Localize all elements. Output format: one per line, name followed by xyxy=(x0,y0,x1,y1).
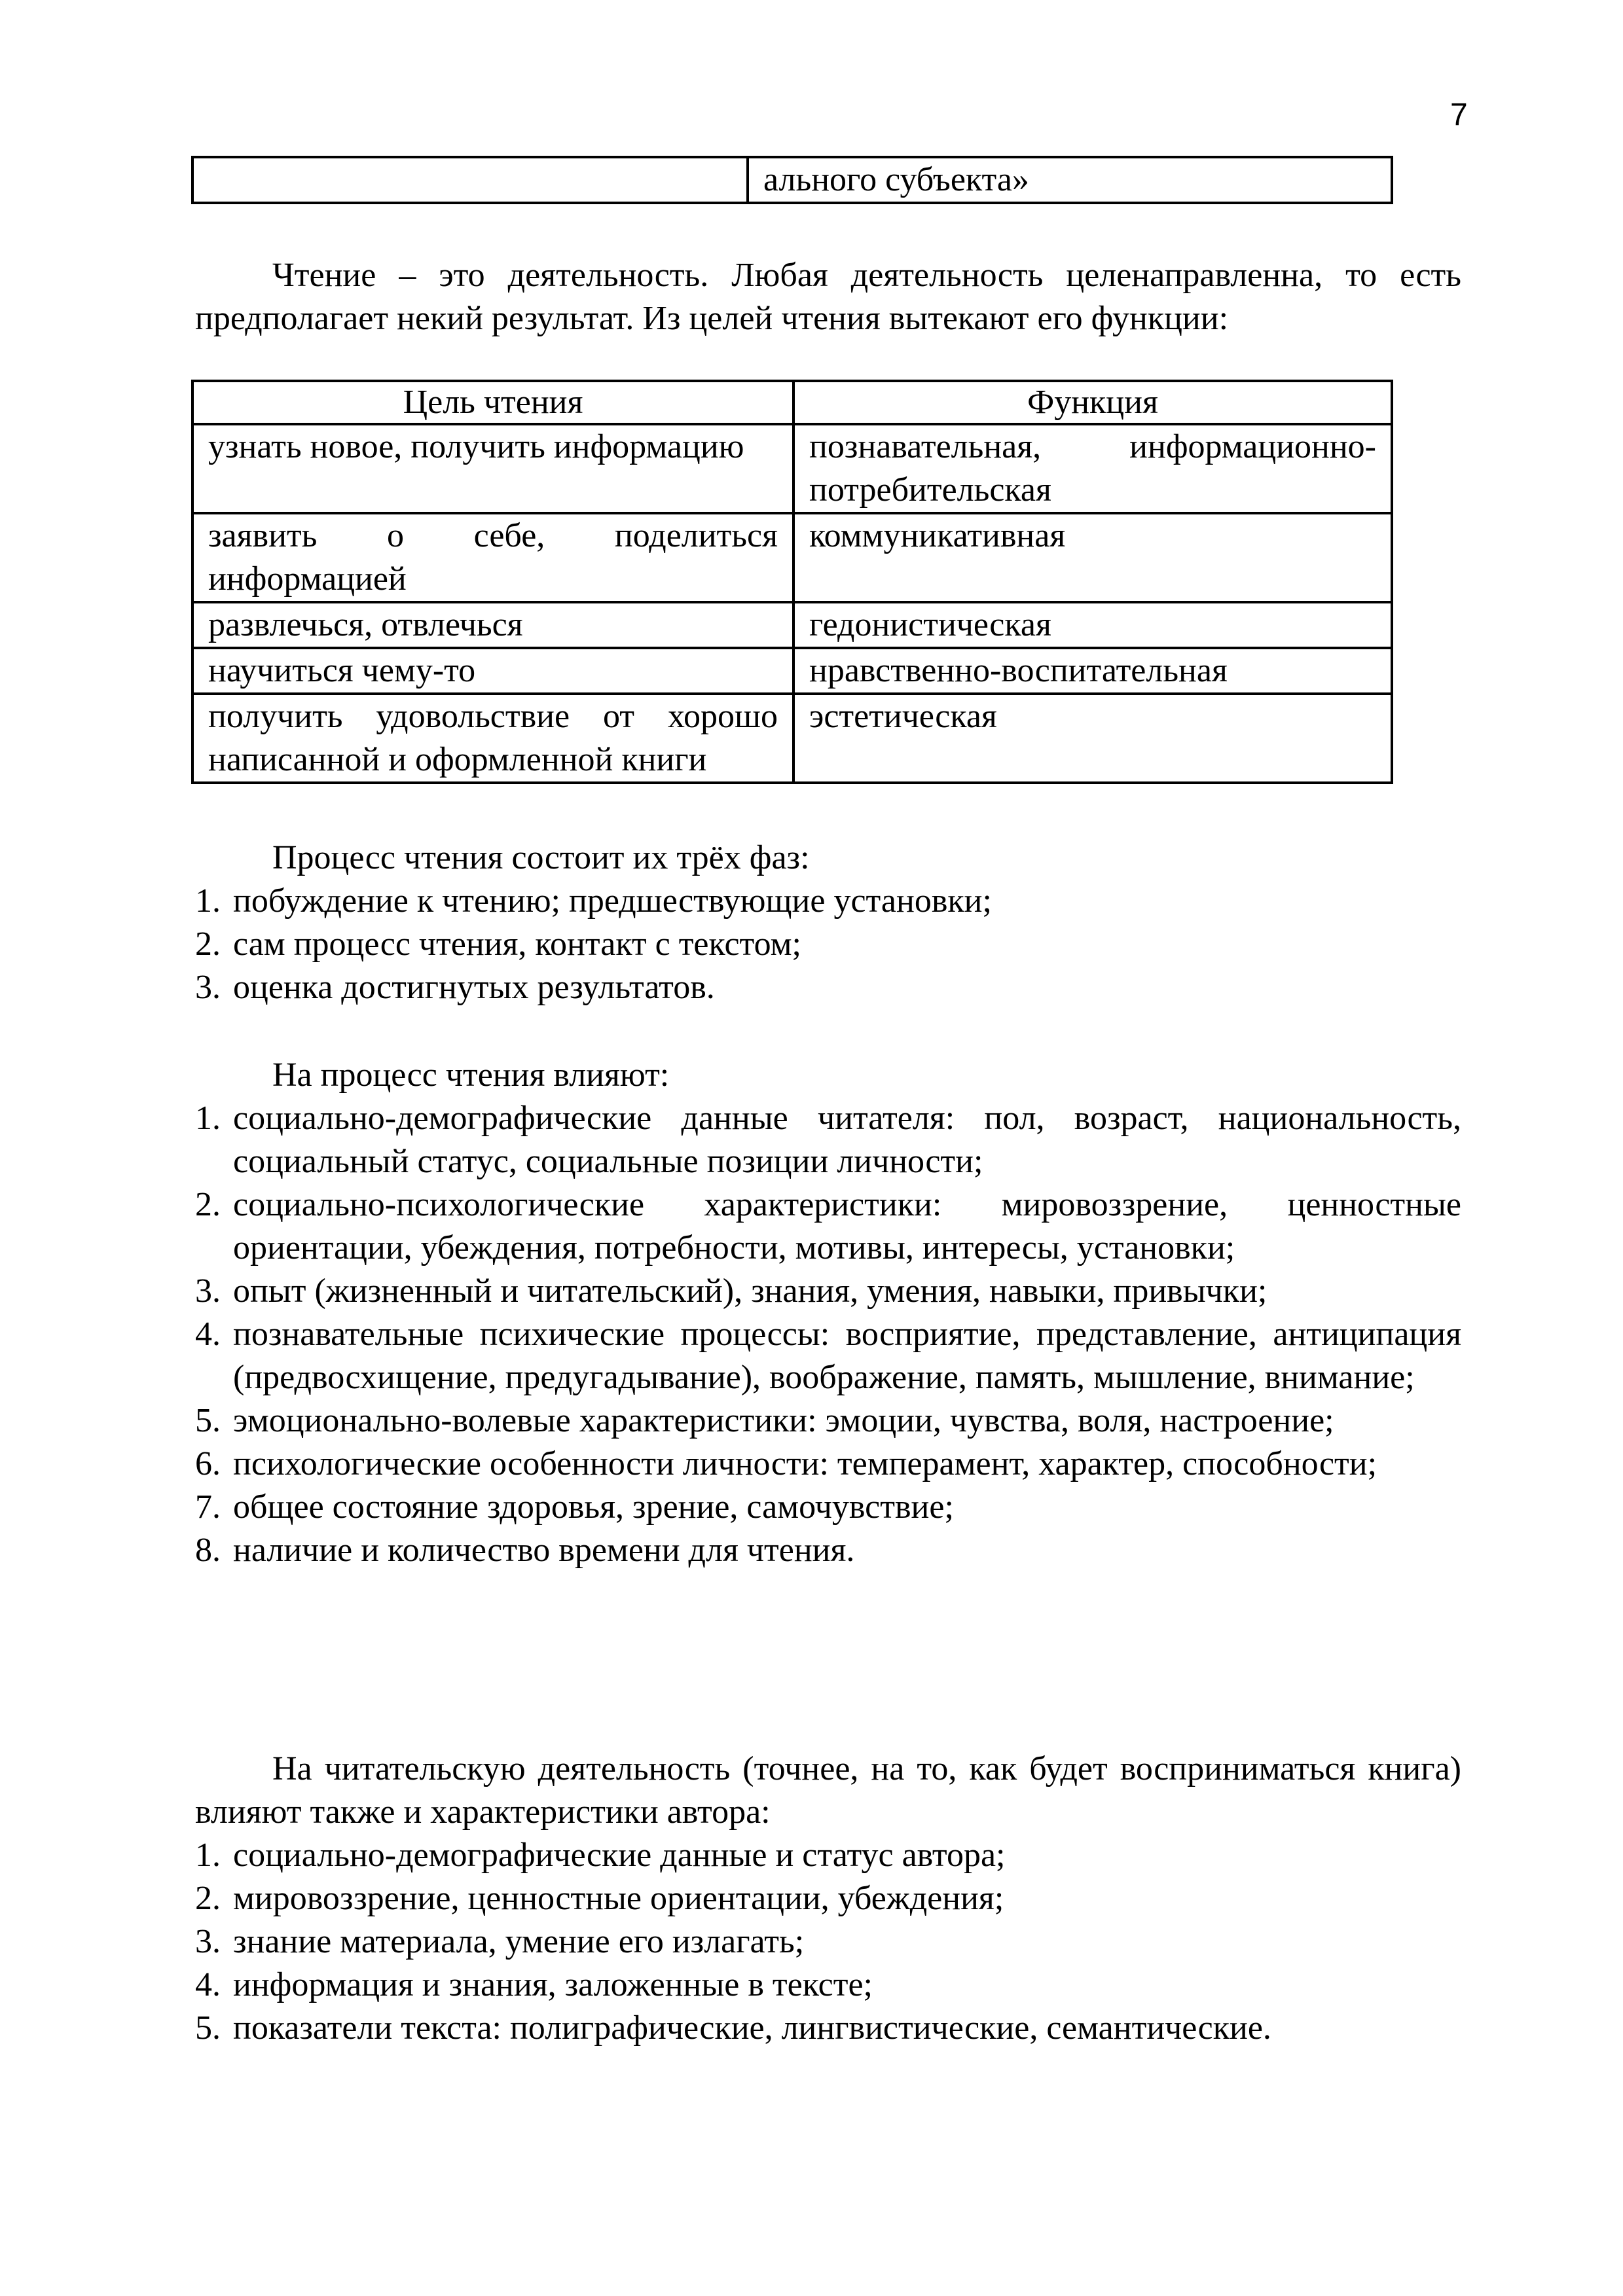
empty-cell xyxy=(192,157,748,203)
continued-cell: ального субъекта» xyxy=(748,157,1392,203)
table-header-row xyxy=(192,381,1392,424)
list-item: 2. социально-психологические характеристики: мировоззрение, ценностные ориентации, убеждения, потребности, мотивы, интересы, установки; xyxy=(195,1186,1461,1266)
list-item: 1. социально-демографические данные и статус автора; xyxy=(195,1837,1006,1874)
function-cell: коммуникативная xyxy=(793,513,1392,602)
function-cell: познавательная, информационно-потребительская xyxy=(793,424,1392,513)
table-row xyxy=(192,694,1392,783)
phases-list xyxy=(195,880,1461,1009)
function-cell: нравственно-воспитательная xyxy=(793,648,1392,694)
list-item: 4. познавательные психические процессы: восприятие, представление, антиципация (предвосхищение, предугадывание), воображение, память, мышление, внимание; xyxy=(195,1316,1461,1396)
list-item: 3. оценка достигнутых результатов. xyxy=(195,969,715,1006)
influences-title: На процесс чтения влияют: xyxy=(272,1056,670,1094)
header-goal: Цель чтения xyxy=(192,381,793,424)
list-item: 1. побуждение к чтению; предшествующие установки; xyxy=(195,882,992,920)
list-item: 7. общее состояние здоровья, зрение, самочувствие; xyxy=(195,1488,954,1526)
list-item: 5. показатели текста: полиграфические, лингвистические, семантические. xyxy=(195,2009,1271,2047)
phases-title: Процесс чтения состоит их трёх фаз: xyxy=(272,839,810,876)
list-item: 3. опыт (жизненный и читательский), знания, умения, навыки, привычки; xyxy=(195,1272,1267,1310)
goal-cell: научиться чему-то xyxy=(192,648,793,694)
table-row xyxy=(192,602,1392,648)
author-list xyxy=(195,1834,1461,2050)
list-item: 6. психологические особенности личности: темперамент, характер, способности; xyxy=(195,1445,1377,1482)
goal-cell: заявить о себе, поделиться информацией xyxy=(192,513,793,602)
header-function: Функция xyxy=(793,381,1392,424)
list-item: 5. эмоционально-волевые характеристики: эмоции, чувства, воля, настроение; xyxy=(195,1402,1334,1439)
function-cell: эстетическая xyxy=(793,694,1392,783)
table-row xyxy=(192,513,1392,602)
list-item: 4. информация и знания, заложенные в тексте; xyxy=(195,1966,873,2003)
goals-functions-table xyxy=(191,380,1393,784)
list-item: 1. социально-демографические данные читателя: пол, возраст, национальность, социальный статус, социальные позиции личности; xyxy=(195,1100,1461,1180)
list-item: 2. сам процесс чтения, контакт с текстом; xyxy=(195,925,801,963)
author-intro: На читательскую деятельность (точнее, на то, как будет восприниматься книга) влияют также и характеристики автора: xyxy=(195,1750,1461,1831)
goal-cell: получить удовольствие от хорошо написанной и оформленной книги xyxy=(192,694,793,783)
goal-cell: развлечься, отвлечься xyxy=(192,602,793,648)
continued-table xyxy=(191,156,1393,204)
table-row xyxy=(192,648,1392,694)
list-item: 2. мировоззрение, ценностные ориентации, убеждения; xyxy=(195,1880,1004,1917)
goal-cell: узнать новое, получить информацию xyxy=(192,424,793,513)
table-row xyxy=(192,424,1392,513)
list-item: 8. наличие и количество времени для чтения. xyxy=(195,1532,855,1569)
function-cell: гедонистическая xyxy=(793,602,1392,648)
intro-paragraph: Чтение – это деятельность. Любая деятельность целенаправленна, то есть предполагает некий результат. Из целей чтения вытекают его функции: xyxy=(195,257,1461,337)
list-item: 3. знание материала, умение его излагать; xyxy=(195,1923,805,1960)
page-number: 7 xyxy=(1450,98,1468,132)
influences-list xyxy=(195,1097,1461,1572)
